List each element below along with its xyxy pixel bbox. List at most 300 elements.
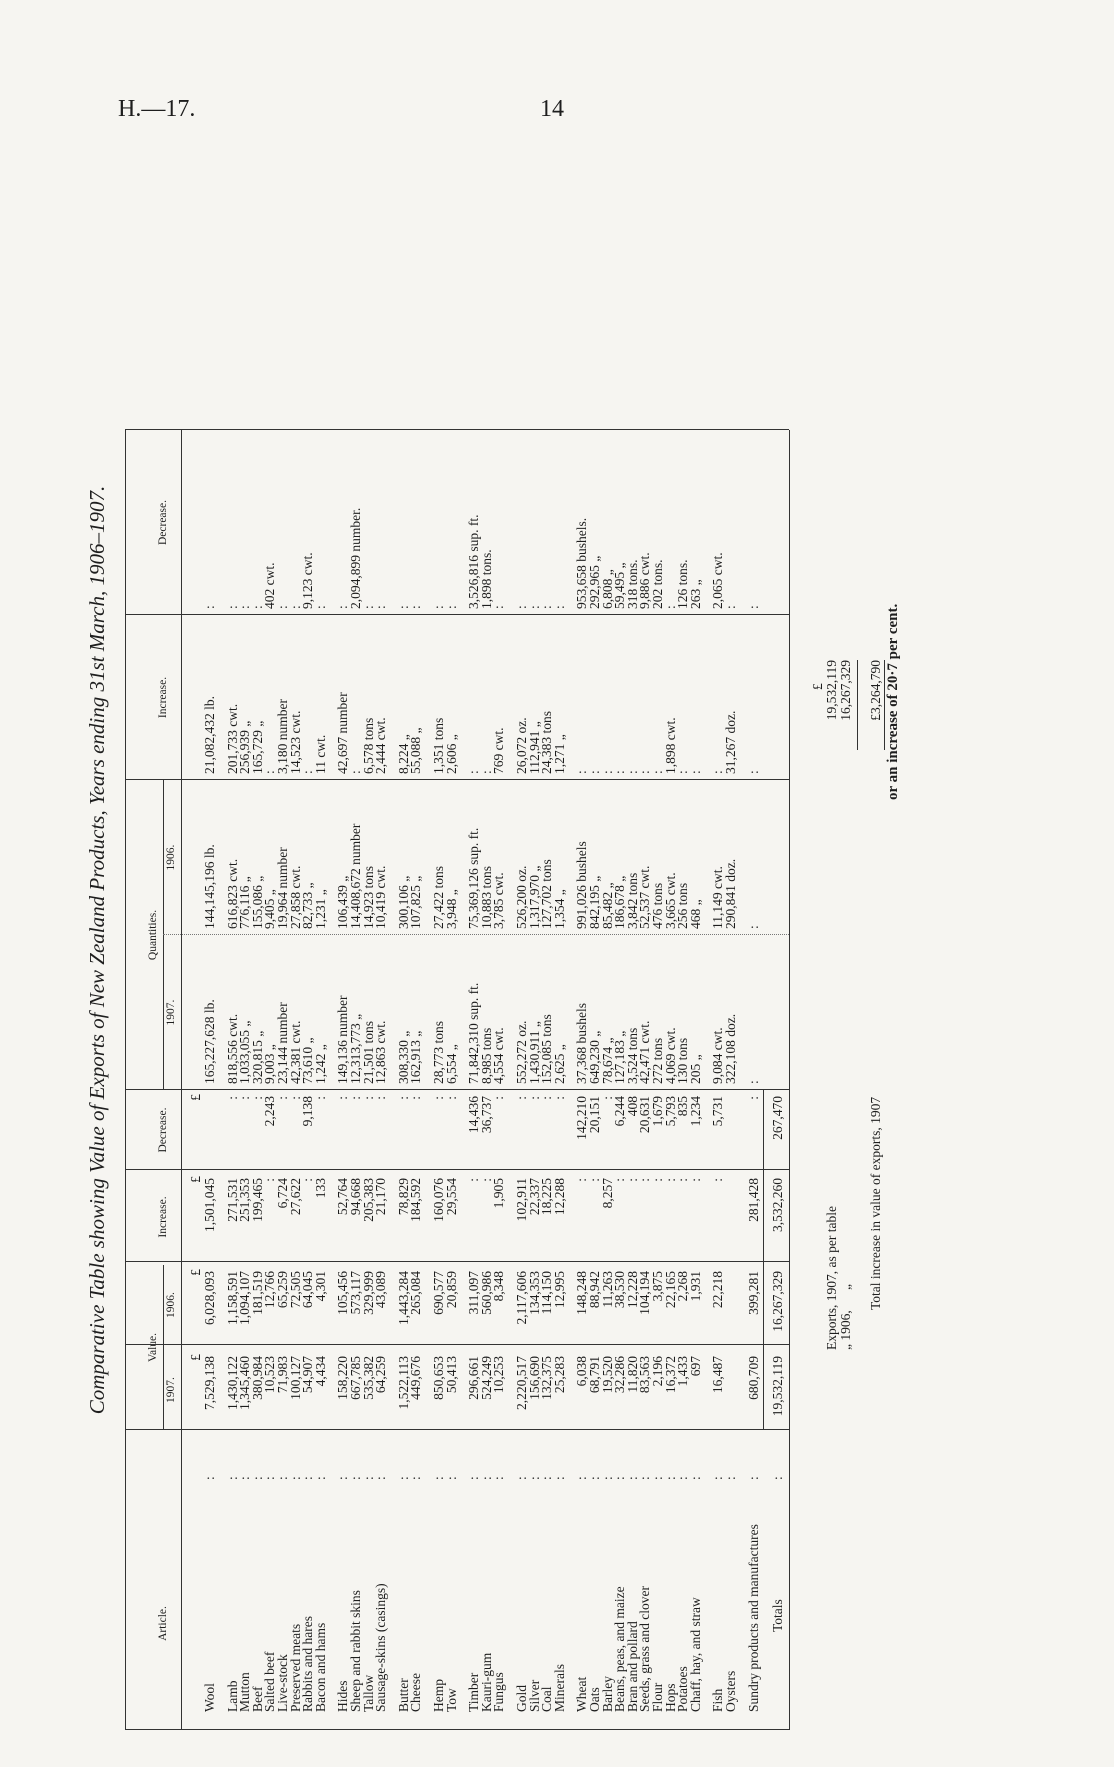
cell-dec: : — [395, 1096, 411, 1100]
cell-qdec: : — [539, 605, 555, 609]
cell-qdec: : — [224, 605, 240, 609]
cell-inc: 184,592 — [408, 1178, 424, 1222]
cell-inc: 21,170 — [373, 1178, 389, 1216]
cell-v1906: 6,028,093 — [202, 1271, 217, 1325]
cell-inc: : — [300, 1178, 316, 1182]
row-dots: : — [395, 1476, 411, 1480]
cell-v1906: 8,348 — [491, 1271, 507, 1302]
cell-q1907: 272 tons — [650, 1037, 665, 1084]
cell-v1907: 32,286 — [612, 1356, 628, 1394]
cell-q1907: 3,524 tons — [624, 1027, 640, 1084]
value-header-rule — [163, 1265, 164, 1430]
cell-qdec: : — [249, 605, 265, 609]
cell-qdec: : — [443, 605, 459, 609]
cell-qinc: : — [262, 770, 278, 774]
cell-dec: 14,436 — [466, 1096, 482, 1134]
cell-qdec: 9,123 cwt. — [300, 552, 316, 609]
row-dots: : — [539, 1476, 555, 1480]
row-dots: : — [224, 1476, 240, 1480]
cell-inc: : — [675, 1178, 691, 1182]
cell-qdec: 292,965 „ — [587, 555, 602, 609]
cell-inc: 22,337 — [526, 1178, 542, 1216]
cell-q1907: 2,625 „ — [551, 1044, 567, 1084]
row-dots: : — [262, 1476, 278, 1480]
cell-qinc: 2,444 cwt. — [373, 717, 389, 774]
cell-v1907: 50,413 — [443, 1356, 459, 1394]
cell-dec: 6,244 — [612, 1096, 628, 1127]
col-header-increase: Increase. — [157, 1196, 169, 1238]
cell-q1907: 28,773 tons — [431, 1020, 446, 1084]
row-dots: : — [287, 1476, 303, 1480]
cell-v1907: 6,038 — [574, 1356, 590, 1387]
row-dots: : — [514, 1476, 529, 1480]
cell-dec: : — [224, 1096, 240, 1100]
row-dots: : — [637, 1476, 653, 1480]
cell-v1907: 132,375 — [539, 1356, 555, 1400]
article-name: Chaff, hay, and straw — [687, 1597, 703, 1712]
cell-v1907: 16,372 — [662, 1356, 678, 1394]
quantity-header-rule — [163, 780, 164, 1090]
cell-q1906: 127,702 tons — [539, 859, 555, 929]
cell-v1907: 535,382 — [360, 1356, 376, 1400]
cell-dec: 36,737 — [478, 1096, 494, 1134]
cell-qinc: 1,898 cwt. — [662, 717, 678, 774]
row-dots: : — [466, 1476, 482, 1480]
row-dots: : — [408, 1476, 424, 1480]
cell-qdec: : — [312, 605, 328, 609]
cell-inc: 8,257 — [599, 1178, 615, 1209]
cell-q1906: 106,439 „ — [335, 875, 351, 929]
cell-v1907: 680,709 — [745, 1356, 761, 1400]
cell-qinc: 26,072 oz. — [514, 717, 529, 774]
cell-qdec: : — [431, 605, 446, 609]
cell-dec: : — [599, 1096, 615, 1100]
cell-dec: : — [237, 1096, 253, 1100]
cell-inc: : — [624, 1178, 640, 1182]
cell-v1906: 43,089 — [373, 1271, 389, 1309]
article-name: Tallow — [360, 1674, 376, 1712]
summary-line-1906: „ 1906, „ — [838, 1284, 854, 1350]
cell-qinc: 55,088 „ — [408, 727, 424, 774]
cell-inc: 52,764 — [335, 1178, 351, 1216]
row-dots: : — [443, 1476, 459, 1480]
article-name: Fungus — [491, 1672, 507, 1712]
cell-qinc: 2,606 „ — [443, 734, 459, 774]
cell-dec: 2,243 — [262, 1096, 278, 1127]
cell-q1906: 75,369,126 sup. ft. — [466, 827, 482, 929]
cell-qinc: 24,383 tons — [539, 710, 555, 774]
cell-dec: : — [539, 1096, 555, 1100]
currency-sign-v1907: £ — [188, 1354, 203, 1361]
cell-inc: 18,225 — [539, 1178, 555, 1216]
cell-q1906: 27,858 cwt. — [287, 865, 303, 929]
column-rule — [125, 1429, 789, 1430]
cell-inc: : — [612, 1178, 628, 1182]
cell-v1907: 697 — [687, 1356, 703, 1377]
cell-q1906: 3,948 „ — [443, 889, 459, 929]
cell-inc: 133 — [312, 1178, 328, 1199]
cell-q1907: 21,501 tons — [360, 1020, 376, 1084]
cell-inc: : — [262, 1178, 278, 1182]
cell-q1907: 37,368 bushels — [574, 1003, 590, 1084]
cell-q1907: 320,815 „ — [249, 1030, 265, 1084]
cell-dec: : — [514, 1096, 529, 1100]
row-dots: : — [612, 1476, 628, 1480]
summary-value-1906: 16,267,329 — [838, 660, 854, 721]
row-dots: : — [710, 1476, 726, 1480]
article-name: Preserved meats — [287, 1623, 303, 1712]
cell-q1907: 552,272 oz. — [514, 1020, 529, 1084]
cell-q1907: 42,381 cwt. — [287, 1020, 303, 1084]
cell-dec: : — [526, 1096, 542, 1100]
cell-v1906: 22,165 — [662, 1271, 678, 1309]
cell-qdec: : — [287, 605, 303, 609]
row-dots: : — [723, 1476, 738, 1480]
cell-q1906: 82,733 „ — [300, 882, 316, 929]
totals-inc: 3,532,260 — [770, 1178, 786, 1232]
cell-qinc: : — [710, 770, 726, 774]
cell-v1906: 265,084 — [408, 1271, 424, 1315]
cell-q1907: 9,003 „ — [262, 1044, 278, 1084]
totals-dec: 267,470 — [770, 1096, 786, 1140]
article-name: Gold — [514, 1685, 529, 1712]
cell-v1906: 560,986 — [478, 1271, 494, 1315]
article-name: Minerals — [551, 1664, 567, 1712]
table-title: Comparative Table showing Value of Exports of New Zealand Products, Years ending 31st March, 1906–1907. — [85, 485, 109, 1415]
article-name: Flour — [650, 1682, 665, 1712]
column-rule — [125, 1729, 789, 1730]
cell-inc: 27,622 — [287, 1178, 303, 1216]
cell-q1906: : — [745, 925, 761, 929]
cell-q1906: 842,195 „ — [587, 875, 602, 929]
summary-rule — [884, 660, 885, 750]
cell-qdec: 6,808 „ — [599, 569, 615, 609]
col-header-quantities: Quantities. — [147, 909, 159, 961]
row-dots: : — [431, 1476, 446, 1480]
cell-qdec: : — [723, 605, 738, 609]
col-header-value-1906: 1906. — [165, 1292, 177, 1318]
cell-v1906: 399,281 — [745, 1271, 761, 1315]
cell-inc: 12,288 — [551, 1178, 567, 1216]
article-name: Potatoes — [675, 1666, 691, 1712]
cell-qdec: 9,886 cwt. — [637, 552, 653, 609]
row-dots: : — [275, 1476, 290, 1480]
totals-v1907: 19,532,119 — [770, 1356, 786, 1417]
cell-v1907: 156,690 — [526, 1356, 542, 1400]
cell-inc: 199,465 — [249, 1178, 265, 1222]
cell-qinc: : — [675, 770, 691, 774]
cell-v1906: 2,268 — [675, 1271, 691, 1302]
header-bottom-rule — [181, 430, 182, 1730]
row-dots: : — [587, 1476, 602, 1480]
cell-qdec: : — [275, 605, 290, 609]
col-header-decrease: Decrease. — [157, 1107, 169, 1153]
cell-v1907: 11,820 — [624, 1356, 640, 1393]
cell-v1907: 158,220 — [335, 1356, 351, 1400]
cell-qinc: 769 cwt. — [491, 727, 507, 774]
cell-inc: : — [710, 1178, 726, 1182]
cell-q1907: 8,985 tons — [478, 1027, 494, 1084]
article-name: Coal — [539, 1686, 555, 1712]
cell-v1907: 100,127 — [287, 1356, 303, 1400]
table-bottom-rule — [789, 430, 790, 1730]
cell-qinc: 165,729 „ — [249, 720, 265, 774]
cell-q1906: 27,422 tons — [431, 865, 446, 929]
cell-v1907: 2,196 — [650, 1356, 665, 1387]
cell-v1906: 1,094,107 — [237, 1271, 253, 1325]
cell-v1906: 22,218 — [710, 1271, 726, 1309]
row-dots: : — [624, 1476, 640, 1480]
article-name: Fish — [710, 1688, 726, 1712]
cell-v1906: 3,875 — [650, 1271, 665, 1302]
page-number: 14 — [540, 96, 564, 122]
totals-v1906: 16,267,329 — [770, 1271, 786, 1332]
cell-v1906: 20,859 — [443, 1271, 459, 1309]
summary-line-total: Total increase in value of exports, 1907 — [868, 1096, 884, 1310]
article-name: Kauri-gum — [478, 1652, 494, 1712]
cell-q1906: 1,231 „ — [312, 889, 328, 929]
cell-qinc: 1,351 tons — [431, 717, 446, 774]
cell-qinc: : — [599, 770, 615, 774]
cell-dec: : — [249, 1096, 265, 1100]
cell-q1906: 1,354 „ — [551, 889, 567, 929]
article-name: Sundry products and manufactures — [745, 1524, 761, 1712]
cell-q1907: 322,108 doz. — [723, 1013, 738, 1084]
cell-v1907: 10,523 — [262, 1356, 278, 1394]
cell-qinc: 6,578 tons — [360, 717, 376, 774]
cell-v1907: 296,661 — [466, 1356, 482, 1400]
cell-v1906: 181,519 — [249, 1271, 265, 1315]
cell-inc: 1,501,045 — [202, 1178, 217, 1232]
cell-v1906: 1,931 — [687, 1271, 703, 1302]
summary-value-1907: 19,532,119 — [824, 660, 840, 721]
page-header-left: H.—17. — [118, 96, 196, 122]
cell-qinc: 11 cwt. — [312, 734, 328, 774]
cell-dec: : — [431, 1096, 446, 1100]
cell-q1906: 3,842 tons — [624, 872, 640, 929]
cell-q1907: 1,430,911 „ — [526, 1021, 542, 1084]
row-dots: : — [574, 1476, 590, 1480]
cell-q1906: 52,537 cwt. — [637, 865, 653, 929]
cell-v1906: 65,259 — [275, 1271, 290, 1309]
cell-q1907: 649,230 „ — [587, 1030, 602, 1084]
row-dots: : — [551, 1476, 567, 1480]
column-rule-dashed — [163, 934, 789, 935]
row-dots: : — [312, 1476, 328, 1480]
totals-top-rule — [763, 1090, 764, 1430]
cell-v1906: 311,097 — [466, 1271, 482, 1315]
cell-inc: : — [687, 1178, 703, 1182]
row-dots: : — [360, 1476, 376, 1480]
cell-qinc: : — [745, 770, 761, 774]
cell-dec: 5,731 — [710, 1096, 726, 1127]
cell-qinc: : — [612, 770, 628, 774]
totals-label: Totals — [770, 1599, 786, 1632]
cell-qdec: : — [551, 605, 567, 609]
cell-qdec: 402 cwt. — [262, 562, 278, 609]
cell-inc: 205,383 — [360, 1178, 376, 1222]
cell-v1907: 16,487 — [710, 1356, 726, 1394]
cell-v1907: 1,430,122 — [224, 1356, 240, 1410]
cell-qinc: : — [624, 770, 640, 774]
cell-qdec: : — [237, 605, 253, 609]
cell-inc: : — [466, 1178, 482, 1182]
cell-qinc: 3,180 number — [275, 699, 290, 774]
cell-dec: : — [408, 1096, 424, 1100]
cell-q1907: 818,556 cwt. — [224, 1013, 240, 1084]
col-header-article: Article. — [157, 1606, 169, 1641]
article-name: Hemp — [431, 1679, 446, 1712]
article-name: Beans, peas, and maize — [612, 1586, 628, 1712]
cell-qinc: 31,267 doz. — [723, 710, 738, 774]
cell-q1907: 152,085 tons — [539, 1014, 555, 1084]
article-name: Bacon and hams — [312, 1622, 328, 1712]
cell-qdec: : — [373, 605, 389, 609]
cell-v1907: 1,522,113 — [395, 1356, 411, 1410]
cell-v1906: 1,158,591 — [224, 1271, 240, 1325]
cell-dec: : — [443, 1096, 459, 1100]
cell-v1906: 2,117,606 — [514, 1271, 529, 1325]
cell-dec: 1,234 — [687, 1096, 703, 1127]
cell-q1907: 165,227,628 lb. — [202, 999, 217, 1084]
cell-v1907: 64,259 — [373, 1356, 389, 1394]
cell-v1907: 449,676 — [408, 1356, 424, 1400]
summary-value-total: £3,264,790 — [868, 660, 884, 721]
cell-q1907: 205 „ — [687, 1054, 703, 1084]
row-dots: : — [599, 1476, 615, 1480]
cell-qdec: 263 „ — [687, 579, 703, 609]
cell-qinc: : — [587, 770, 602, 774]
cell-qinc: 21,082,432 lb. — [202, 695, 217, 774]
column-rule — [125, 1089, 789, 1090]
article-name: Silver — [526, 1679, 542, 1712]
row-dots: : — [687, 1476, 703, 1480]
row-dots: : — [662, 1476, 678, 1480]
cell-v1907: 83,563 — [637, 1356, 653, 1394]
cell-qdec: 2,094,899 number. — [348, 507, 363, 609]
cell-qdec: 953,658 bushels. — [574, 517, 590, 609]
column-rule — [125, 1169, 789, 1170]
cell-dec: : — [360, 1096, 376, 1100]
column-rule — [125, 1261, 789, 1262]
row-dots: : — [249, 1476, 265, 1480]
rotated-table — [85, 170, 985, 1730]
article-name: Tow — [443, 1688, 459, 1712]
cell-q1906: 155,086 „ — [249, 875, 265, 929]
cell-dec: 20,631 — [637, 1096, 653, 1134]
cell-qdec: : — [202, 605, 217, 609]
cell-q1906: 19,964 number — [275, 847, 290, 929]
article-name: Sausage-skins (casings) — [373, 1583, 389, 1712]
cell-qinc: : — [650, 770, 665, 774]
cell-q1907: 1,033,055 „ — [237, 1020, 253, 1084]
cell-qdec: 318 tons. — [624, 559, 640, 609]
row-dots: : — [675, 1476, 691, 1480]
article-name: Cheese — [408, 1673, 424, 1712]
cell-qdec: : — [526, 605, 542, 609]
row-dots: : — [348, 1476, 363, 1480]
cell-qinc: 256,939 „ — [237, 720, 253, 774]
cell-dec: 408 — [624, 1096, 640, 1117]
cell-v1906: 329,999 — [360, 1271, 376, 1315]
cell-inc: 78,829 — [395, 1178, 411, 1216]
cell-v1907: 68,791 — [587, 1356, 602, 1394]
row-dots: : — [770, 1476, 786, 1480]
cell-qdec: : — [514, 605, 529, 609]
article-name: Sheep and rabbit skins — [348, 1590, 363, 1712]
article-name: Seeds, grass and clover — [637, 1586, 653, 1712]
article-name: Hops — [662, 1683, 678, 1712]
article-name: Wool — [202, 1683, 217, 1712]
cell-dec: : — [275, 1096, 290, 1100]
article-name: Beef — [249, 1686, 265, 1712]
cell-v1906: 38,530 — [612, 1271, 628, 1309]
article-name: Butter — [395, 1678, 411, 1712]
cell-q1907: 308,330 „ — [395, 1030, 411, 1084]
cell-q1907: 6,554 „ — [443, 1044, 459, 1084]
cell-qinc: : — [466, 770, 482, 774]
cell-dec: : — [551, 1096, 567, 1100]
cell-inc: 6,724 — [275, 1178, 290, 1209]
cell-v1907: 524,249 — [478, 1356, 494, 1400]
cell-q1907: 71,842,310 sup. ft. — [466, 982, 482, 1084]
cell-q1906: 526,200 oz. — [514, 865, 529, 929]
article-name: Mutton — [237, 1672, 253, 1712]
article-name: Lamb — [224, 1680, 240, 1712]
cell-qinc: 14,523 cwt. — [287, 710, 303, 774]
cell-v1906: 11,263 — [599, 1271, 615, 1308]
row-dots: : — [335, 1476, 351, 1480]
cell-inc: : — [637, 1178, 653, 1182]
cell-dec: 20,151 — [587, 1096, 602, 1134]
cell-v1907: 10,253 — [491, 1356, 507, 1394]
cell-qinc: : — [574, 770, 590, 774]
cell-qinc: : — [687, 770, 703, 774]
cell-v1906: 1,443,284 — [395, 1271, 411, 1325]
cell-q1907: 73,610 „ — [300, 1037, 316, 1084]
cell-v1907: 1,345,460 — [237, 1356, 253, 1410]
cell-v1906: 573,117 — [348, 1271, 363, 1315]
cell-v1907: 54,907 — [300, 1356, 316, 1394]
cell-q1906: 186,678 „ — [612, 875, 628, 929]
article-name: Oysters — [723, 1670, 738, 1712]
cell-inc: : — [574, 1178, 590, 1182]
col-header-qty-1907: 1907. — [165, 999, 177, 1026]
cell-qinc: 8,224 „ — [395, 734, 411, 774]
cell-q1906: 3,665 cwt. — [662, 872, 678, 929]
cell-qdec: : — [745, 605, 761, 609]
cell-qdec: 59,495 „ — [612, 562, 628, 609]
cell-q1907: 162,913 „ — [408, 1030, 424, 1084]
cell-qinc: : — [478, 770, 494, 774]
cell-dec: : — [745, 1096, 761, 1100]
cell-q1907: 78,674 „ — [599, 1037, 615, 1084]
cell-v1906: 12,766 — [262, 1271, 278, 1309]
cell-v1907: 7,529,138 — [202, 1356, 217, 1410]
currency-sign-inc: £ — [188, 1176, 203, 1183]
cell-inc: 281,428 — [745, 1178, 761, 1222]
row-dots: : — [478, 1476, 494, 1480]
cell-dec: 1,679 — [650, 1096, 665, 1127]
article-name: Timber — [466, 1672, 482, 1712]
cell-v1907: 850,653 — [431, 1356, 446, 1400]
cell-v1906: 64,045 — [300, 1271, 316, 1309]
cell-q1906: 85,482 „ — [599, 882, 615, 929]
row-dots: : — [237, 1476, 253, 1480]
cell-qdec: : — [360, 605, 376, 609]
col-header-qty-decrease: Decrease. — [157, 500, 169, 546]
cell-q1907: 4,069 cwt. — [662, 1027, 678, 1084]
